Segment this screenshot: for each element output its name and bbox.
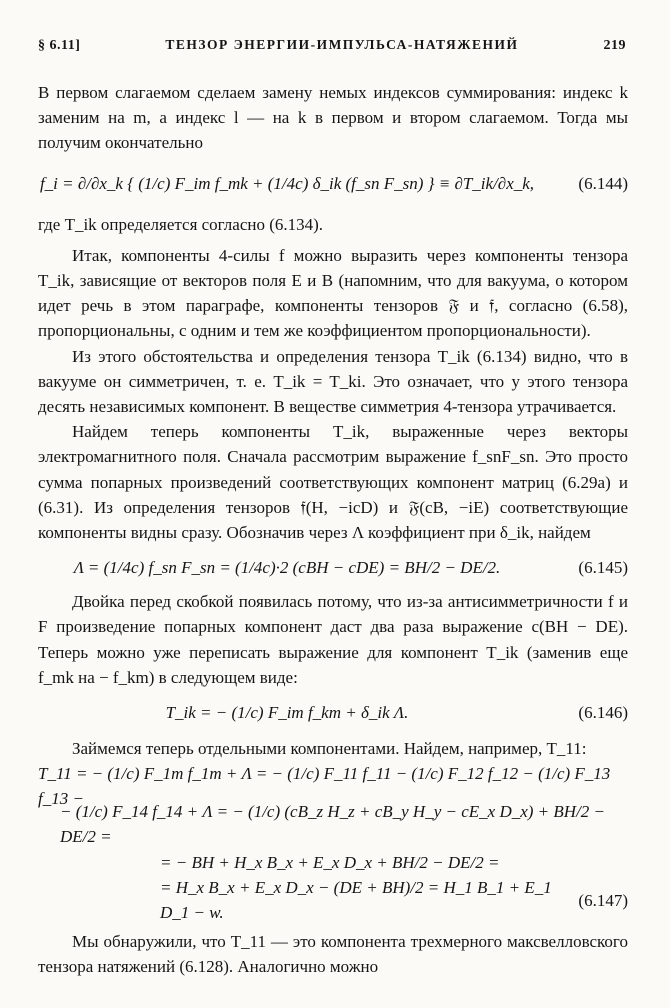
equation-formula: Λ = (1/4c) f_sn F_sn = (1/4c)·2 (cBH − cDE) = BH/2 − DE/2. [73,557,501,577]
equation-line-last [38,878,628,923]
equation-6-145 [38,545,628,589]
paragraph: Из этого обстоятельства и определения тензора T_ik (6.134) видно, что в вакууме он симметричен, т. е. T_ik = T_ki. Это означает, что у этого тензора десять независимых компонент. В веществе симметрия 4-тензора утрачивается. [38,346,628,417]
paragraph: Мы обнаружили, что T_11 — это компонента трехмерного максвелловского тензора натяжений (6.128). Аналогично можно [38,932,628,977]
equation-line: = − BH + H_x B_x + E_x D_x + BH/2 − DE/2 = [160,852,500,872]
paragraph: где T_ik определяется согласно (6.134). [38,214,324,234]
equation-number: (6.145) [578,557,628,577]
equation-6-146 [38,690,628,736]
section-reference: § 6.11] [38,38,81,53]
equation-formula: T_ik = − (1/c) F_im f_km + δ_ik Λ. [165,703,409,723]
equation-line: = H_x B_x + E_x D_x − (DE + BH)/2 = H_1 B_1 + E_1 D_1 − w. [160,878,552,923]
equation-number: (6.144) [578,174,628,193]
running-title: ТЕНЗОР ЭНЕРГИИ-ИМПУЛЬСА-НАТЯЖЕНИЙ [165,37,519,52]
paragraph: Найдем теперь компоненты T_ik, выраженные через векторы электромагнитного поля. Сначала рассмотрим выражение f_snF_sn. Это просто сумма попарных произведений соответствующих компонент матриц (6.29а) и (6.31). Из определения тензоров 𝔣(H, −icD) и 𝔉(cB, −iE) соответствующие компоненты видны сразу. Обозначив через Λ коэффициент при δ_ik, найдем [38,422,628,543]
equation-formula: f_i = ∂/∂x_k { (1/c) F_im f_mk + (1/4c) δ_ik (f_sn F_sn) } ≡ ∂T_ik/∂x_k, [39,174,535,193]
paragraph: Займемся теперь отдельными компонентами. Найдем, например, T_11: [72,739,587,759]
paragraph: Итак, компоненты 4-силы f можно выразить через компоненты тензора T_ik, зависящие от векторов поля E и B (напомним, что для вакуума, о котором идет речь в этом параграфе, компоненты тензоров 𝔉 и 𝔣, согласно (6.58), пропорциональны, с одним и тем же коэффициентом пропорциональности). [38,245,628,341]
page-number: 219 [603,38,626,53]
equation-6-144 [38,156,628,212]
equation-number: (6.147) [578,890,628,910]
equation-6-147 [38,764,628,923]
equation-line: T_11 = − (1/c) F_1m f_1m + Λ = − (1/c) F_11 f_11 − (1/c) F_12 f_12 − (1/c) F_13 f_13 − [38,764,611,809]
paragraph: Двойка перед скобкой появилась потому, что из-за антисимметричности f и F произведение попарных компонент даст два раза выражение c(BH − DE). Теперь можно уже переписать выражение для компонент T_ik (заменив еще f_mk на − f_km) в следующем виде: [38,592,628,687]
page-body [38,80,628,980]
paragraph: В первом слагаемом сделаем замену немых индексов суммирования: индекс k заменим на m, а индекс l — на k в первом и втором слагаемом. Тогда мы получим окончательно [38,83,628,153]
equation-line: − (1/c) F_14 f_14 + Λ = − (1/c) (cB_z H_z + cB_y H_y − cE_x D_x) + BH/2 − DE/2 = [60,802,606,847]
running-header [38,37,626,54]
equation-number: (6.146) [578,703,628,723]
